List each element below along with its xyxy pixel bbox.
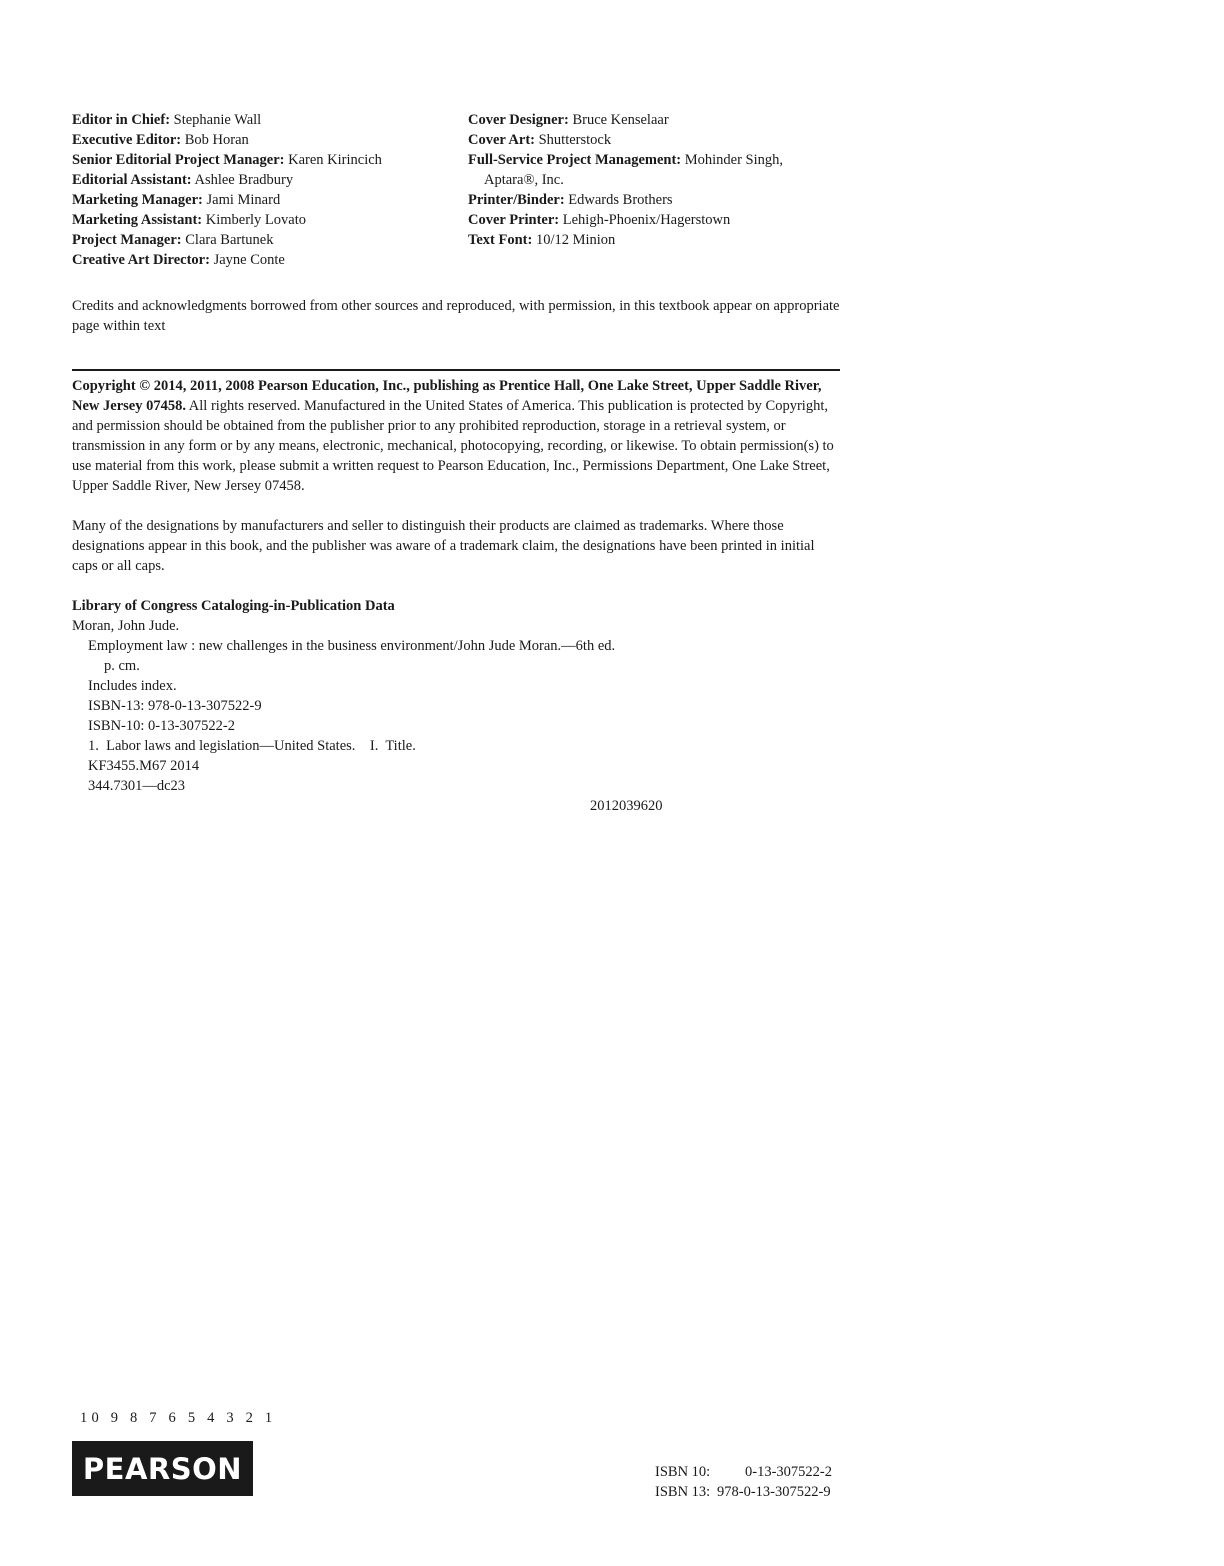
credit-role: Text Font: bbox=[468, 232, 533, 248]
credit-name: Karen Kirincich bbox=[288, 152, 382, 168]
credit-name: 10/12 Minion bbox=[535, 232, 616, 248]
copyright-bold: Copyright © 2014, 2011, 2008 Pearson Education, Inc., publishing as Prentice Hall, One Lake Street, Upper Saddle River, New Jersey 07458. bbox=[72, 378, 822, 414]
credit-line bbox=[468, 110, 848, 130]
credit-line bbox=[72, 110, 462, 130]
copyright-paragraph bbox=[72, 376, 842, 496]
credit-name: Stephanie Wall bbox=[173, 112, 262, 128]
credit-line bbox=[468, 230, 848, 250]
isbn13-row bbox=[655, 1482, 832, 1502]
isbn10-row bbox=[655, 1462, 832, 1482]
divider-rule bbox=[72, 369, 840, 371]
credit-role: Creative Art Director: bbox=[72, 252, 210, 268]
credit-role: Editor in Chief: bbox=[72, 112, 171, 128]
credit-role: Full-Service Project Management: bbox=[468, 152, 682, 168]
credit-role: Cover Designer: bbox=[468, 112, 569, 128]
cip-index: Includes index. bbox=[88, 678, 177, 694]
credit-line bbox=[72, 130, 462, 150]
credit-role: Senior Editorial Project Manager: bbox=[72, 152, 285, 168]
credit-name: Jami Minard bbox=[206, 192, 281, 208]
copyright-text: All rights reserved. Manufactured in the United States of America. This publication is protected by Copyright, and permission should be obtained from the publisher prior to any prohibited reproduction, storage in a retrieval system, or transmission in any form or by any means, electronic, mechanical, photocopying, recording, or likewise. To obtain permission(s) to use material from this work, please submit a written request to Pearson Education, Inc., Permissions Department, One Lake Street, Upper Saddle River, New Jersey 07458. bbox=[72, 398, 834, 494]
credit-line bbox=[72, 190, 462, 210]
credit-line bbox=[72, 230, 462, 250]
cip-subjects: 1. Labor laws and legislation—United States. I. Title. bbox=[88, 738, 416, 754]
credits-note: Credits and acknowledgments borrowed from other sources and reproduced, with permission, in this textbook appear on appropriate page within text bbox=[72, 298, 840, 334]
credit-name: Shutterstock bbox=[538, 132, 612, 148]
cip-lc-class: KF3455.M67 2014 bbox=[88, 758, 200, 774]
credit-name: Bob Horan bbox=[184, 132, 249, 148]
credit-name: Mohinder Singh, bbox=[684, 152, 784, 168]
cip-author: Moran, John Jude. bbox=[72, 618, 180, 634]
credit-role: Executive Editor: bbox=[72, 132, 182, 148]
isbn13-label: ISBN 13: bbox=[655, 1484, 711, 1500]
credit-role: Printer/Binder: bbox=[468, 192, 565, 208]
credit-role: Marketing Manager: bbox=[72, 192, 203, 208]
credit-line bbox=[72, 170, 462, 190]
credit-name: Bruce Kenselaar bbox=[572, 112, 669, 128]
cip-heading: Library of Congress Cataloging-in-Publication Data bbox=[72, 598, 395, 614]
credit-continuation: Aptara®, Inc. bbox=[484, 172, 564, 188]
credit-line bbox=[72, 210, 462, 230]
pearson-logo: PEARSON bbox=[72, 1441, 253, 1496]
cip-lccn: 2012039620 bbox=[590, 798, 663, 814]
credit-name: Lehigh-Phoenix/Hagerstown bbox=[562, 212, 731, 228]
credits-left-column bbox=[72, 110, 462, 270]
isbn13-value: 978-0-13-307522-9 bbox=[717, 1484, 831, 1500]
credit-line bbox=[468, 150, 848, 170]
credit-name: Jayne Conte bbox=[213, 252, 285, 268]
credit-line bbox=[72, 250, 462, 270]
trademark-paragraph: Many of the designations by manufacturers and seller to distinguish their products are claimed as trademarks. Where those designations appear in this book, and the publisher was aware of a trademark claim, the designations have been printed in initial caps or all caps. bbox=[72, 518, 815, 574]
credit-line bbox=[468, 190, 848, 210]
credit-line bbox=[468, 210, 848, 230]
credit-role: Cover Art: bbox=[468, 132, 535, 148]
isbn-block bbox=[655, 1462, 832, 1502]
credit-role: Cover Printer: bbox=[468, 212, 560, 228]
credit-name: Clara Bartunek bbox=[185, 232, 274, 248]
cip-dewey: 344.7301—dc23 bbox=[88, 778, 186, 794]
isbn10-value: 0-13-307522-2 bbox=[745, 1464, 832, 1480]
credit-line bbox=[468, 130, 848, 150]
credit-name: Kimberly Lovato bbox=[205, 212, 307, 228]
cip-isbn13: ISBN-13: 978-0-13-307522-9 bbox=[88, 698, 262, 714]
cip-title-line: Employment law : new challenges in the business environment/John Jude Moran.—6th ed. bbox=[88, 638, 616, 654]
cip-isbn10: ISBN-10: 0-13-307522-2 bbox=[88, 718, 236, 734]
credit-line bbox=[72, 150, 462, 170]
cip-pages: p. cm. bbox=[104, 658, 140, 674]
print-line: 10 9 8 7 6 5 4 3 2 1 bbox=[80, 1410, 277, 1426]
credit-name: Edwards Brothers bbox=[568, 192, 673, 208]
credit-role: Project Manager: bbox=[72, 232, 182, 248]
credit-role: Marketing Assistant: bbox=[72, 212, 203, 228]
isbn10-label: ISBN 10: bbox=[655, 1464, 711, 1480]
credit-role: Editorial Assistant: bbox=[72, 172, 192, 188]
credits-right-column bbox=[468, 110, 848, 250]
cip-block bbox=[72, 596, 842, 796]
credit-name: Ashlee Bradbury bbox=[194, 172, 294, 188]
